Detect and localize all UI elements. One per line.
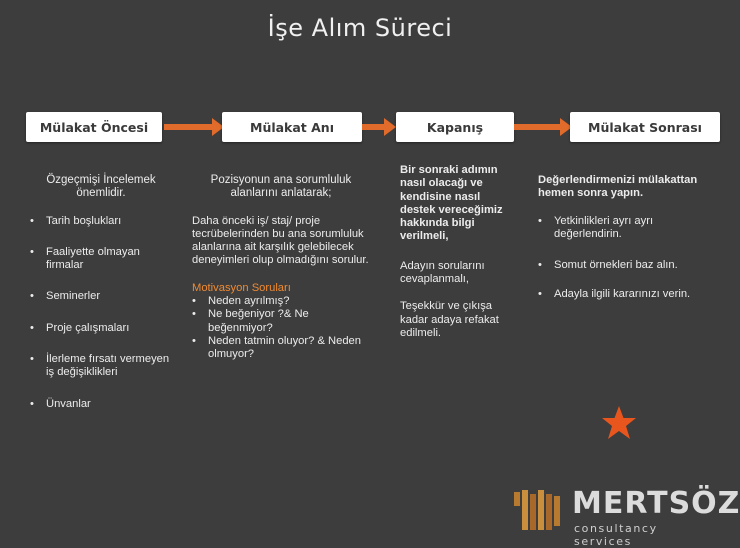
column-mulakat-ani xyxy=(192,174,370,362)
mertsoz-logo-icon xyxy=(510,484,570,540)
column-heading: Pozisyonun ana sorumluluk alanlarını anlatarak; xyxy=(210,174,352,200)
list-item: • Ne beğeniyor ?& Ne beğenmiyor? xyxy=(192,308,370,335)
paragraph: Daha önceki iş/ staj/ proje tecrübelerinden bu ana sorumluluk alanlarına ait karşılık gelebilecek deneyimleri olup olmadığını sorulur. xyxy=(192,214,369,267)
column-heading: Bir sonraki adımın nasıl olacağı ve kendisine nasıl destek vereceğimiz hakkında bilgi verilmeli, xyxy=(400,164,503,243)
company-logo xyxy=(510,484,740,548)
checklist xyxy=(538,215,714,302)
page-title: İşe Alım Süreci xyxy=(267,14,453,42)
stage-box-kapanis: Kapanış xyxy=(396,112,514,142)
list-item: • Proje çalışmaları xyxy=(30,322,172,335)
arrow-icon xyxy=(164,124,214,130)
motivation-list xyxy=(192,295,370,361)
list-item: • Yetkinlikleri ayrı ayrı değerlendirin. xyxy=(538,215,714,242)
paragraph: Teşekkür ve çıkışa kadar adaya refakat edilmeli. xyxy=(400,300,499,339)
list-item: • Somut örnekleri baz alın. xyxy=(538,259,714,272)
column-heading: Özgeçmişi İncelemek önemlidir. xyxy=(46,174,156,200)
logo-tagline: consultancy services xyxy=(574,522,658,548)
column-mulakat-oncesi xyxy=(30,174,172,411)
list-item: • Neden tatmin oluyor? & Neden olmuyor? xyxy=(192,335,370,362)
process-stage-bar xyxy=(0,112,720,142)
list-item: • Tarih boşlukları xyxy=(30,215,172,228)
list-item: • Faaliyette olmayan firmalar xyxy=(30,246,172,273)
list-item: • Adayla ilgili kararınızı verin. xyxy=(538,288,714,301)
star-icon xyxy=(600,404,638,442)
paragraph: Adayın sorularını cevaplanmalı, xyxy=(400,259,485,286)
stage-box-mulakat-oncesi: Mülakat Öncesi xyxy=(26,112,162,142)
stage-box-mulakat-sonrasi: Mülakat Sonrası xyxy=(570,112,720,142)
stage-box-mulakat-ani: Mülakat Anı xyxy=(222,112,362,142)
column-heading: Değerlendirmenizi mülakattan hemen sonra yapın. xyxy=(538,174,698,200)
motivation-title: Motivasyon Soruları xyxy=(192,281,291,294)
checklist xyxy=(30,215,172,411)
column-kapanis xyxy=(400,164,516,340)
logo-name: MERTSÖZ xyxy=(572,486,740,521)
list-item: • Ünvanlar xyxy=(30,398,172,411)
list-item: • Neden ayrılmış? xyxy=(192,295,370,308)
arrow-icon xyxy=(362,124,386,130)
column-mulakat-sonrasi xyxy=(538,174,714,302)
list-item: • Seminerler xyxy=(30,290,172,303)
arrow-icon xyxy=(514,124,562,130)
list-item: • İlerleme fırsatı vermeyen iş değişiklikleri xyxy=(30,353,172,380)
